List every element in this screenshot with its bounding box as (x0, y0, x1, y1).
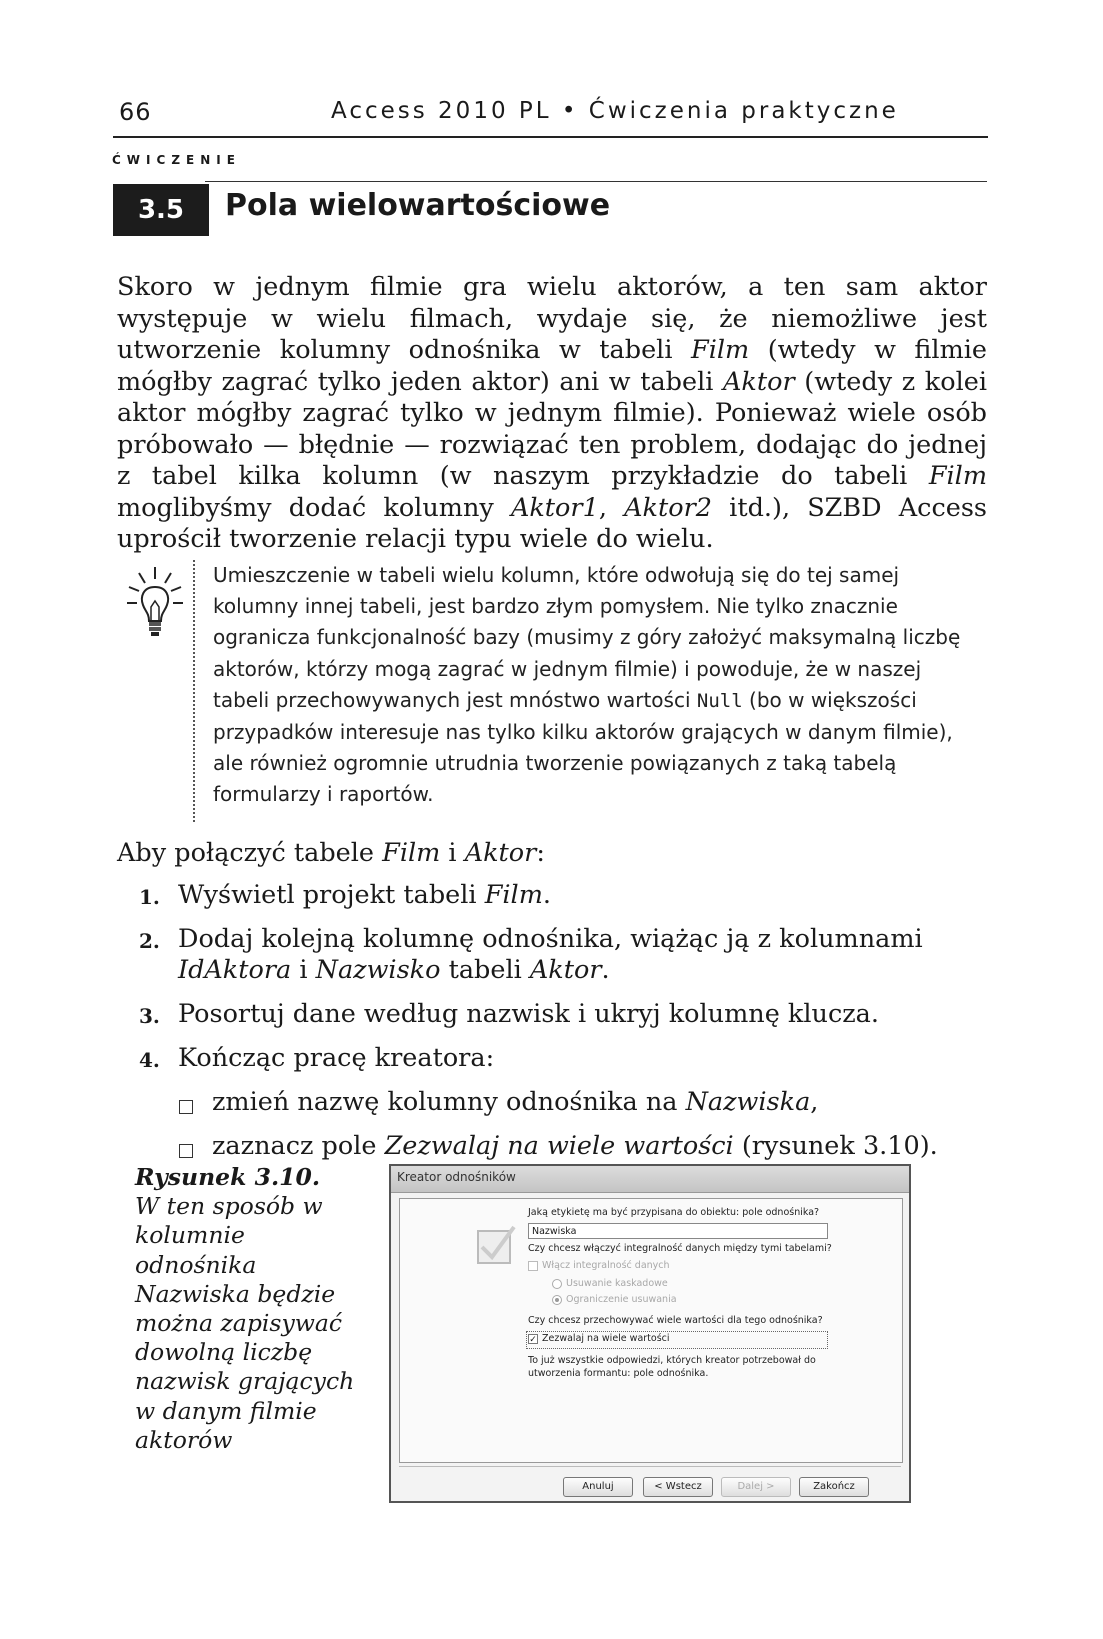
exercise-divider (205, 181, 987, 182)
list-item: 2. Dodaj kolejną kolumnę odnośnika, wiążąc ją z kolumnami IdAktora i Nazwisko tabeli Aktor. (139, 924, 923, 985)
code-null: Null (696, 689, 743, 712)
integrity-checkbox-label: Włącz integralność danych (542, 1260, 670, 1271)
restrict-radio[interactable] (552, 1295, 562, 1305)
back-button[interactable]: < Wstecz (643, 1477, 713, 1497)
cascade-radio[interactable] (552, 1279, 562, 1289)
tip-text: Umieszczenie w tabeli wielu kolumn, które odwołują się do tej samej kolumny innej tabeli, jest bardzo złym pomysłem. Nie tylko znacznie ogranicza funkcjonalność bazy (musimy z góry założyć maksymalną liczbę aktorów, którzy mogą zagrać w jednym filmie) i powoduje, że w naszej tabeli przechowywanych jest mnóstwo wartości Null (bo w większości przypadków interesuje nas tylko kilku aktorów grających w danym filmie), ale również ogromnie utrudnia tworzenie powiązanych z taką tabelą formularzy i raportów. (213, 563, 961, 807)
exercise-number: 3.5 (113, 184, 209, 236)
integrity-checkbox[interactable] (528, 1261, 538, 1271)
sub-list-item: zaznacz pole Zezwalaj na wiele wartości (rysunek 3.10). (139, 1131, 979, 1162)
cascade-radio-label: Usuwanie kaskadowe (566, 1278, 668, 1289)
lightbulb-icon (125, 565, 185, 645)
label-question: Jaką etykietę ma być przypisana do obiektu: pole odnośnika? (528, 1207, 820, 1218)
checkbox-bullet-icon (179, 1100, 193, 1114)
steps-list (139, 880, 979, 1175)
dialog-title: Kreator odnośników (397, 1170, 516, 1184)
figure-label: Rysunek 3.10. (135, 1163, 321, 1191)
book-title: Access 2010 PL • Ćwiczenia praktyczne (331, 98, 899, 124)
list-item: 3. Posortuj dane według nazwisk i ukryj kolumnę klucza. (139, 999, 879, 1029)
checkbox-bullet-icon (179, 1144, 193, 1158)
figure-caption-text: W ten sposób w kolumnie odnośnika Nazwiska będzie można zapisywać dowolną liczbę nazwisk grających w danym filmie aktorów (135, 1192, 355, 1454)
list-item: 1. Wyświetl projekt tabeli Film. (139, 880, 551, 910)
figure-caption (135, 1163, 355, 1455)
steps-intro: Aby połączyć tabele Film i Aktor: (117, 838, 545, 868)
body-paragraph: Skoro w jednym filmie gra wielu aktorów, a ten sam aktor występuje w wielu filmach, wydaje się, że niemożliwe jest utworzenie kolumny odnośnika w tabeli Film (wtedy w filmie mógłby zagrać tylko jeden aktor) ani w tabeli Aktor (wtedy z kolei aktor mógłby zagrać tylko w jednym filmie). Ponieważ wiele osób próbowało — błędnie — rozwiązać ten problem, dodając do jednej z tabel kilka kolumn (w naszym przykładzie do tabeli Film moglibyśmy dodać kolumny Aktor1, Aktor2 itd.), SZBD Access uprościł tworzenie relacji typu wiele do wielu. (117, 272, 988, 554)
info-line-1: To już wszystkie odpowiedzi, których kreator potrzebował do (528, 1355, 816, 1366)
exercise-label: ĆWICZENIE (112, 153, 241, 167)
restrict-radio-label: Ograniczenie usuwania (566, 1294, 677, 1305)
finish-button[interactable]: Zakończ (799, 1477, 869, 1497)
dialog-body (399, 1198, 903, 1463)
integrity-question: Czy chcesz włączyć integralność danych między tymi tabelami? (528, 1243, 832, 1254)
page-header (113, 96, 988, 138)
exercise-title: Pola wielowartościowe (225, 188, 611, 223)
cancel-button[interactable]: Anuluj (563, 1477, 633, 1497)
multi-value-checkbox[interactable]: ✓ (529, 1334, 537, 1344)
next-button[interactable]: Dalej > (721, 1477, 791, 1497)
info-line-2: utworzenia formantu: pole odnośnika. (528, 1368, 709, 1379)
list-item: 4. Kończąc pracę kreatora: (139, 1043, 495, 1073)
page-number: 66 (119, 98, 152, 126)
label-input[interactable]: Nazwiska (528, 1223, 828, 1239)
sub-list-item: zmień nazwę kolumny odnośnika na Nazwiska, (139, 1087, 979, 1118)
wizard-checkmark-icon (470, 1221, 520, 1271)
tip-border (193, 560, 195, 822)
dialog-separator (399, 1466, 901, 1467)
multi-value-checkbox-label: Zezwalaj na wiele wartości (542, 1333, 670, 1344)
multi-value-question: Czy chcesz przechowywać wiele wartości dla tego odnośnika? (528, 1315, 823, 1326)
lookup-wizard-dialog (389, 1164, 911, 1503)
dialog-titlebar[interactable] (391, 1166, 909, 1193)
